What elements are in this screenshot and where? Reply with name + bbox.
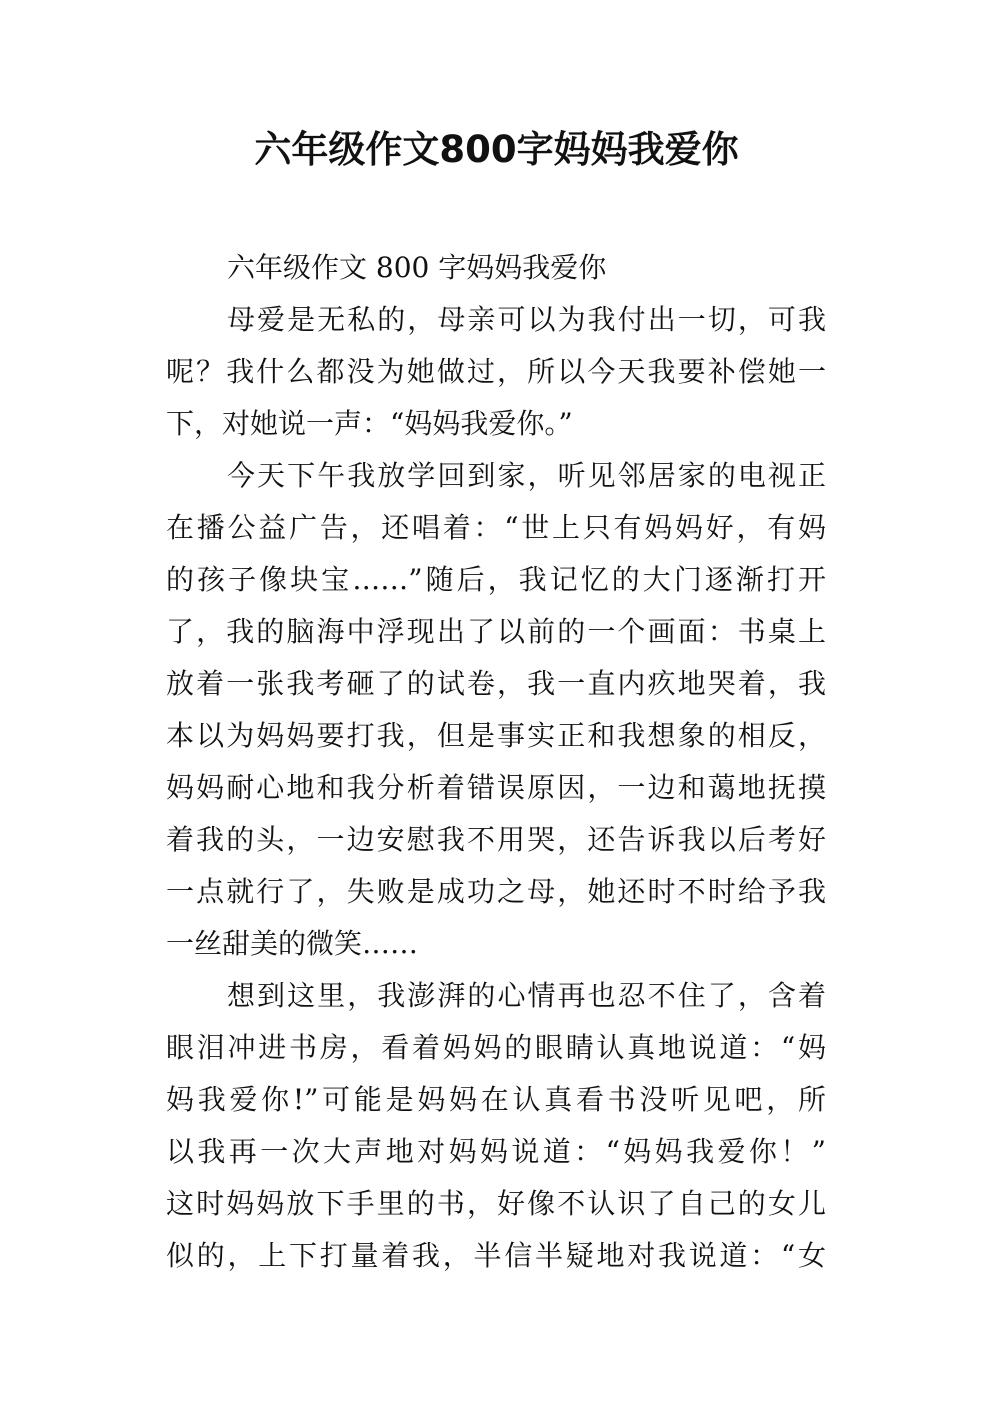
document-body <box>166 242 826 1282</box>
text-line: 本以为妈妈要打我，但是事实正和我想象的相反， <box>166 719 826 752</box>
paragraph <box>166 970 826 1282</box>
text-line: 妈我爱你!”可能是妈妈在认真看书没听见吧，所 <box>166 1083 826 1116</box>
text-line: 呢？我什么都没为她做过，所以今天我要补偿她一 <box>166 355 826 388</box>
subtitle-paragraph <box>166 242 826 294</box>
text-line: 放着一张我考砸了的试卷，我一直内疚地哭着，我 <box>166 667 826 700</box>
text-line: 六年级作文 800 字妈妈我爱你 <box>227 251 607 284</box>
text-line: 以我再一次大声地对妈妈说道：“妈妈我爱你！” <box>166 1135 826 1168</box>
text-line: 这时妈妈放下手里的书，好像不认识了自己的女儿 <box>166 1187 826 1220</box>
document-title: 六年级作文800字妈妈我爱你 <box>254 128 739 171</box>
text-line: 眼泪冲进书房，看着妈妈的眼睛认真地说道：“妈 <box>166 1031 826 1064</box>
text-line: 似的，上下打量着我，半信半疑地对我说道：“女 <box>166 1239 826 1272</box>
text-line: 了，我的脑海中浮现出了以前的一个画面：书桌上 <box>166 615 826 648</box>
text-line: 想到这里，我澎湃的心情再也忍不住了，含着 <box>227 979 826 1012</box>
text-line: 今天下午我放学回到家，听见邻居家的电视正 <box>227 459 826 492</box>
text-line: 母爱是无私的，母亲可以为我付出一切，可我 <box>227 303 826 336</box>
text-line: 着我的头，一边安慰我不用哭，还告诉我以后考好 <box>166 823 826 856</box>
text-line: 一点就行了，失败是成功之母，她还时不时给予我 <box>166 875 826 908</box>
text-line: 的孩子像块宝……”随后，我记忆的大门逐渐打开 <box>166 563 826 596</box>
text-line: 在播公益广告，还唱着：“世上只有妈妈好，有妈 <box>166 511 826 544</box>
paragraph <box>166 450 826 970</box>
text-line: 一丝甜美的微笑…… <box>166 927 419 960</box>
text-line: 妈妈耐心地和我分析着错误原因，一边和蔼地抚摸 <box>166 771 826 804</box>
text-line: 下，对她说一声：“妈妈我爱你。” <box>166 407 573 440</box>
paragraph <box>166 294 826 450</box>
